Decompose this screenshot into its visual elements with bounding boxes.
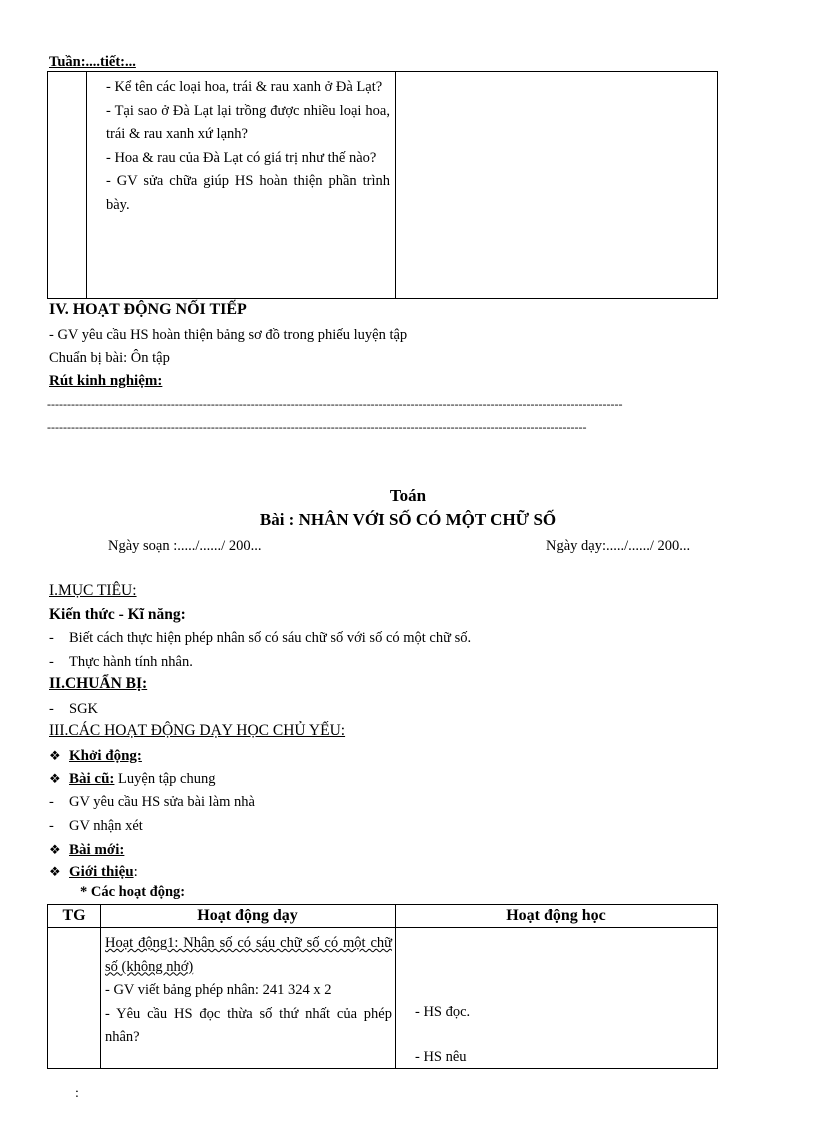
dash-line-1: ------------------------------------------------------------------------------------------------------------------------------------------------ [47,397,623,411]
list-item: - GV yêu cầu HS sửa bài làm nhà [49,791,255,815]
list-item: - Biết cách thực hiện phép nhân số có sáu chữ số với số có một chữ số. [49,627,471,651]
list-item: - Kể tên các loại hoa, trái & rau xanh ở Đà Lạt? [106,79,383,95]
activity-table [47,904,718,1069]
continuation-line: - GV yêu cầu HS hoàn thiện bảng sơ đồ trong phiếu luyện tập [49,327,408,343]
cac-hoat-dong-label: * Các hoạt động: [80,884,186,900]
student-activity-item: - HS đọc. [415,1004,471,1020]
section-heading-hoat-dong: III.CÁC HOẠT ĐỘNG DẠY HỌC CHỦ YẾU: [49,722,346,739]
dash-bullet: - [49,630,54,646]
list-item: - Hoa & rau của Đà Lạt có giá trị như thế nào? [106,149,377,166]
column-header-day: Hoạt động dạy [197,907,298,924]
week-line: Tuần:....tiết:... [49,54,136,70]
table-divider [86,72,87,298]
student-activity-item: - HS nêu [415,1049,467,1065]
prepare-next-lesson: Chuẩn bị bài: Ôn tập [49,350,170,366]
list-item: - GV viết bảng phép nhân: 241 324 x 2 [105,982,332,998]
top-activity-table [47,71,718,299]
column-header-hoc: Hoạt động học [506,907,606,924]
list-item: ❖ Bài mới: [49,838,124,863]
table-divider [100,905,101,1068]
dash-bullet: - [49,701,54,717]
list-item: - SGK [49,698,98,722]
list-item: - GV nhận xét [49,815,143,839]
table-header-divider [48,927,717,928]
section-heading-muc-tieu: I.MỤC TIÊU: [49,582,137,599]
teacher-activity-cell [106,76,390,217]
lesson-title: Bài : NHÂN VỚI SỐ CÓ MỘT CHỮ SỐ [259,510,557,529]
table-divider [395,905,396,1068]
teacher-activity-cell [105,932,392,1050]
table-divider [395,72,396,298]
list-item: - Tại sao ở Đà Lạt lại trồng được nhiều loại hoa, trái & rau xanh xứ lạnh? [106,102,390,142]
section-heading-iv: IV. HOẠT ĐỘNG NỐI TIẾP [49,301,247,318]
list-item: ❖ Giới thiệu: [49,860,138,885]
rut-kinh-nghiem-heading: Rút kinh nghiệm: [49,373,163,389]
dash-bullet: - [49,654,54,670]
activity-title: Hoạt động1: Nhân số có sáu chữ số có một chữ số (không nhớ) [105,935,392,975]
dash-bullet: - [49,818,54,834]
dash-bullet: - [49,794,54,810]
diamond-bullet-icon: ❖ [49,842,61,857]
ngay-soan: Ngày soạn :...../....../ 200... [108,538,262,554]
list-item: - GV sửa chữa giúp HS hoàn thiện phần trình bày. [106,173,390,213]
list-item: ❖ Bài cũ: Luyện tập chung [49,767,216,792]
diamond-bullet-icon: ❖ [49,748,61,763]
footer-mark: : [75,1086,79,1101]
column-header-tg: TG [62,907,86,924]
ngay-day: Ngày dạy:...../....../ 200... [546,538,691,554]
diamond-bullet-icon: ❖ [49,771,61,786]
diamond-bullet-icon: ❖ [49,864,61,879]
subject-title: Toán [389,486,427,505]
dash-line-2: --------------------------------------------------------------------------------------------------------------------------------------- [47,420,587,434]
list-item: ❖ Khởi động: [49,744,142,769]
section-heading-chuan-bi: II.CHUẨN BỊ: [49,675,148,692]
kien-thuc-heading: Kiến thức - Kĩ năng: [49,606,186,623]
list-item: - Yêu cầu HS đọc thừa số thứ nhất của phép nhân? [105,1005,392,1045]
list-item: - Thực hành tính nhân. [49,651,193,675]
